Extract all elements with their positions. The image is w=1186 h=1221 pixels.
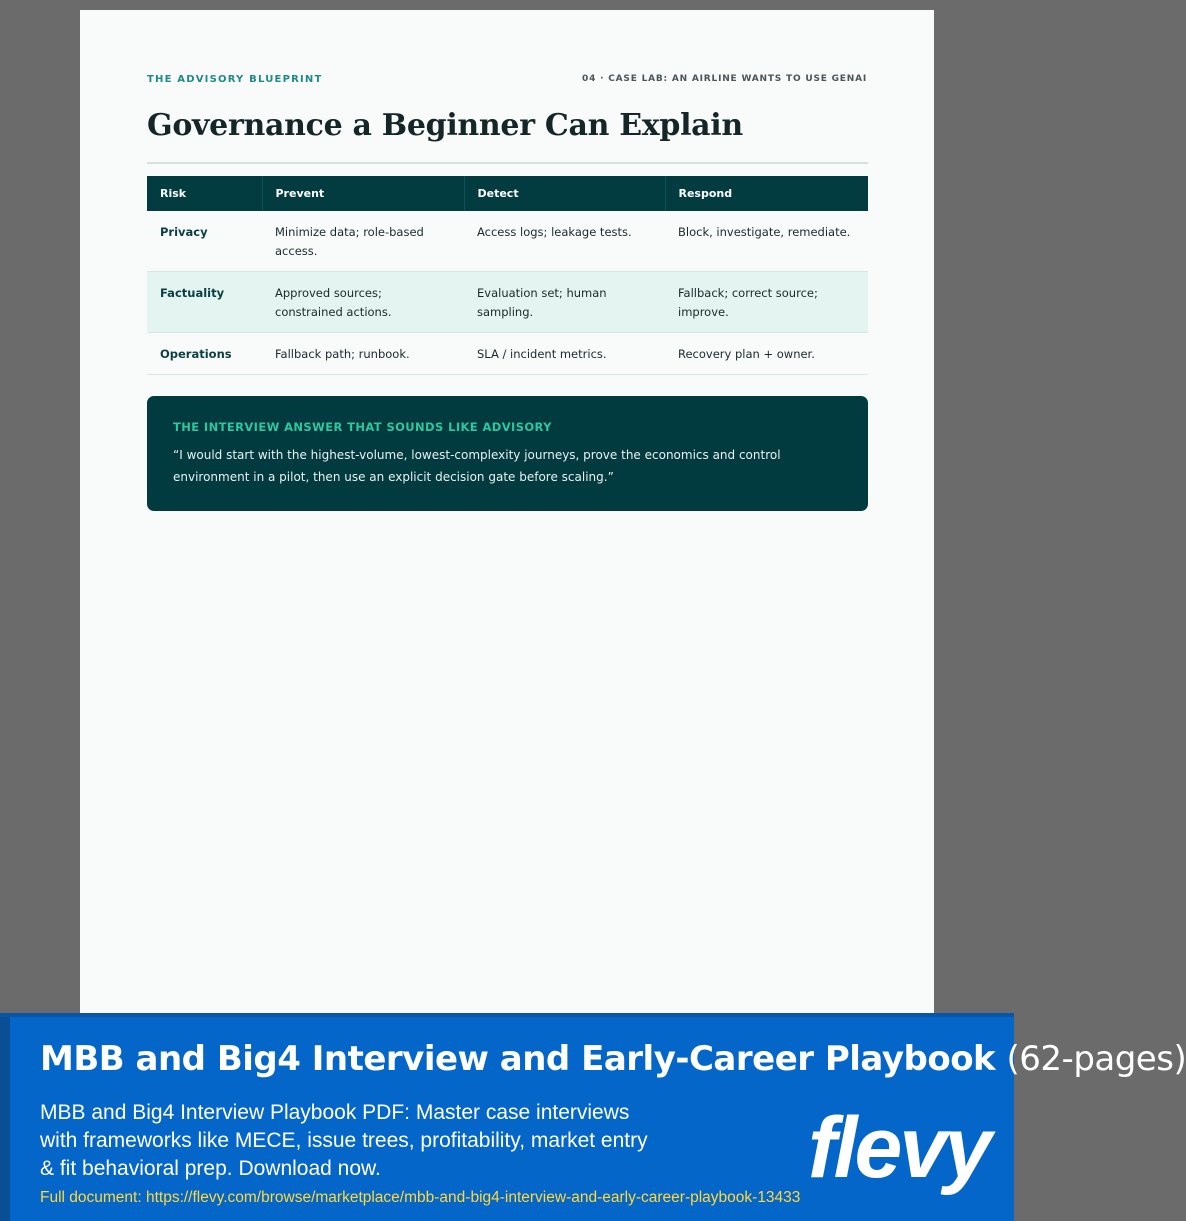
banner-accent-stripe bbox=[0, 1017, 10, 1221]
table-row bbox=[147, 333, 868, 375]
running-header bbox=[147, 74, 867, 88]
section-label: 04 · CASE LAB: AN AIRLINE WANTS TO USE GENAI bbox=[582, 74, 867, 84]
column-header-prevent: Prevent bbox=[262, 176, 464, 211]
detect-cell: Evaluation set; human sampling. bbox=[464, 272, 665, 333]
banner-page-count: (62-pages) bbox=[1006, 1039, 1186, 1079]
publication-brand: THE ADVISORY BLUEPRINT bbox=[147, 74, 323, 85]
prevent-cell: Approved sources; constrained actions. bbox=[262, 272, 464, 333]
risk-cell: Factuality bbox=[147, 272, 262, 333]
respond-cell: Block, investigate, remediate. bbox=[665, 211, 868, 272]
table-row bbox=[147, 211, 868, 272]
interview-answer-callout bbox=[147, 396, 868, 511]
respond-cell: Fallback; correct source; improve. bbox=[665, 272, 868, 333]
respond-cell: Recovery plan + owner. bbox=[665, 333, 868, 375]
banner-title-text: MBB and Big4 Interview and Early-Career Playbook bbox=[40, 1039, 996, 1079]
risk-cell: Operations bbox=[147, 333, 262, 375]
column-header-risk: Risk bbox=[147, 176, 262, 211]
prevent-cell: Minimize data; role-based access. bbox=[262, 211, 464, 272]
flevy-logo[interactable]: flevy bbox=[808, 1100, 990, 1196]
page-title: Governance a Beginner Can Explain bbox=[147, 108, 743, 143]
promo-banner[interactable] bbox=[0, 1013, 1186, 1221]
table-header-row bbox=[147, 176, 868, 211]
document-page bbox=[80, 10, 934, 1014]
banner-title[interactable] bbox=[40, 1039, 1186, 1079]
detect-cell: SLA / incident metrics. bbox=[464, 333, 665, 375]
prevent-cell: Fallback path; runbook. bbox=[262, 333, 464, 375]
column-header-respond: Respond bbox=[665, 176, 868, 211]
detect-cell: Access logs; leakage tests. bbox=[464, 211, 665, 272]
column-header-detect: Detect bbox=[464, 176, 665, 211]
banner-description: MBB and Big4 Interview Playbook PDF: Master case interviews with frameworks like MECE, issue trees, profitability, market entry & fit behavioral prep. Download now. bbox=[40, 1101, 648, 1180]
callout-quote: “I would start with the highest-volume, lowest-complexity journeys, prove the economics and control environment in a pilot, then use an explicit decision gate before scaling.” bbox=[173, 448, 781, 484]
title-divider bbox=[147, 162, 868, 164]
governance-table bbox=[147, 176, 868, 375]
table-row bbox=[147, 272, 868, 333]
callout-heading: THE INTERVIEW ANSWER THAT SOUNDS LIKE ADVISORY bbox=[173, 420, 552, 434]
full-document-link[interactable]: Full document: https://flevy.com/browse/marketplace/mbb-and-big4-interview-and-early-career-playbook-13433 bbox=[40, 1189, 801, 1206]
risk-cell: Privacy bbox=[147, 211, 262, 272]
